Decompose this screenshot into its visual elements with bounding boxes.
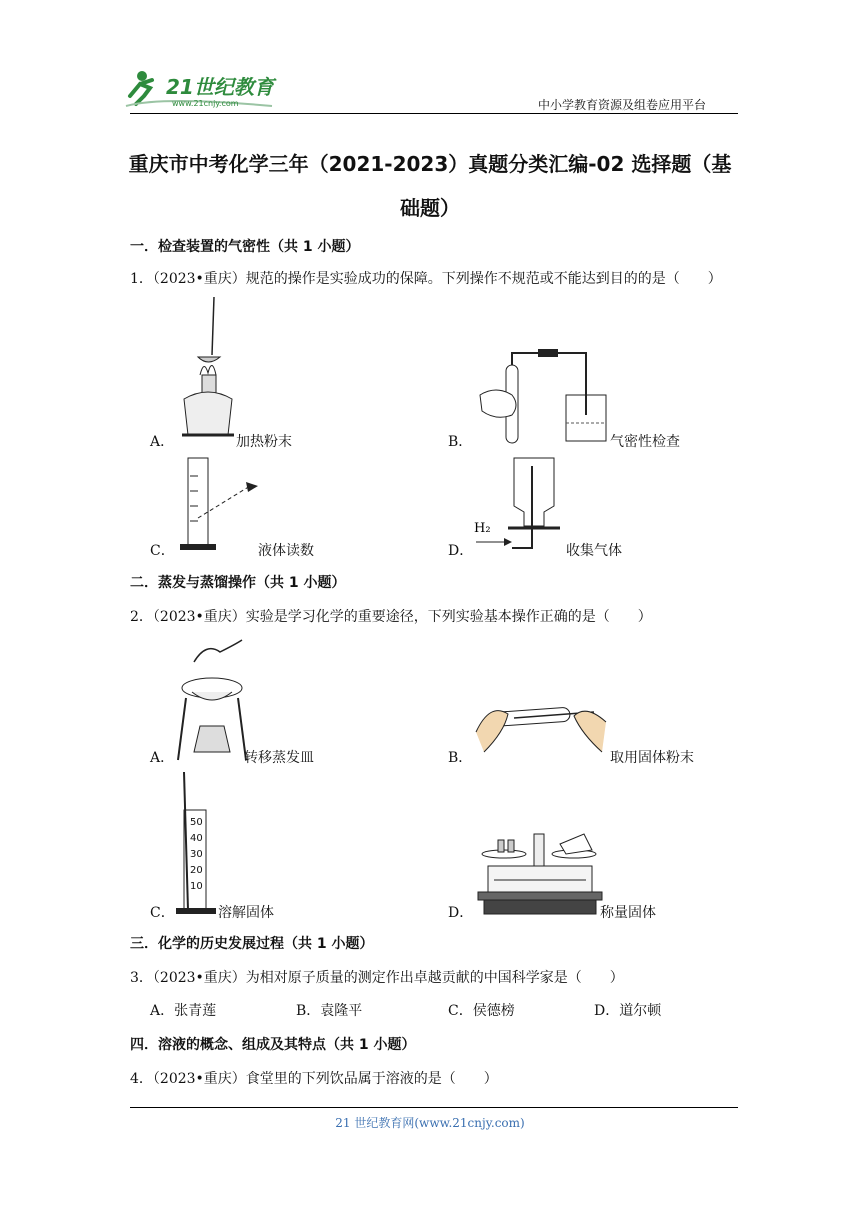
footer-divider — [130, 1107, 738, 1108]
question-1: 1．（2023•重庆）规范的操作是实验成功的保障。下列操作不规范或不能达到目的的是（ ） — [130, 271, 722, 287]
q3-choice-b: B．袁隆平 — [296, 1003, 363, 1019]
page-title-line1: 重庆市中考化学三年（2021-2023）真题分类汇编-02 选择题（基 — [128, 152, 732, 176]
scale-50: 50 — [190, 817, 203, 828]
header-divider — [130, 113, 738, 114]
q2-option-b-caption: 取用固体粉末 — [610, 750, 694, 766]
figure-airtightness-check — [476, 345, 616, 449]
question-4: 4．（2023•重庆）食堂里的下列饮品属于溶液的是（ ） — [130, 1071, 498, 1087]
section-heading-1: 一．检查装置的气密性（共 1 小题） — [130, 239, 360, 255]
scale-10: 10 — [190, 881, 203, 892]
section-heading-2: 二．蒸发与蒸馏操作（共 1 小题） — [130, 575, 346, 591]
q1-option-a-letter: A． — [150, 434, 175, 450]
section-heading-3: 三．化学的历史发展过程（共 1 小题） — [130, 936, 374, 952]
q2-option-c-caption: 溶解固体 — [218, 905, 274, 921]
q2-option-b-letter: B． — [448, 750, 473, 766]
q3-choice-c: C．侯德榜 — [448, 1003, 515, 1019]
q1-option-d-letter: D． — [448, 543, 474, 559]
site-logo — [122, 66, 297, 110]
q1-option-b-letter: B． — [448, 434, 473, 450]
platform-name: 中小学教育资源及组卷应用平台 — [538, 98, 707, 112]
q2-option-d-letter: D． — [448, 905, 474, 921]
figure-solid-powder — [474, 692, 614, 766]
q3-choice-a: A．张青莲 — [150, 1003, 217, 1019]
q2-option-a-letter: A． — [150, 750, 175, 766]
figure-balance — [476, 826, 604, 924]
runner-logo-icon — [122, 66, 297, 110]
q2-option-d-caption: 称量固体 — [600, 905, 656, 921]
question-3: 3．（2023•重庆）为相对原子质量的测定作出卓越贡献的中国科学家是（ ） — [130, 970, 624, 986]
logo-url: www.21cnjy.com — [172, 99, 239, 108]
q1-option-a-caption: 加热粉末 — [236, 434, 292, 450]
logo-text: 21世纪教育 — [166, 75, 274, 99]
footer-link[interactable]: 21 世纪教育网(www.21cnjy.com) — [335, 1116, 525, 1130]
figure-liquid-reading — [176, 456, 266, 556]
q3-choice-d: D．道尔顿 — [594, 1003, 662, 1019]
q1-option-b-caption: 气密性检查 — [610, 434, 680, 450]
q1-option-c-letter: C． — [150, 543, 175, 559]
q1-option-c-caption: 液体读数 — [258, 543, 314, 559]
q2-option-c-letter: C． — [150, 905, 175, 921]
figure-heating-powder — [178, 295, 238, 449]
scale-30: 30 — [190, 849, 203, 860]
page-title-line2: 础题） — [400, 196, 460, 220]
q2-option-a-caption: 转移蒸发皿 — [244, 750, 314, 766]
q1-option-d-caption: 收集气体 — [566, 543, 622, 559]
section-heading-4: 四．溶液的概念、组成及其特点（共 1 小题） — [130, 1037, 416, 1053]
cylinder-scale — [190, 815, 203, 895]
h2-label: H₂ — [474, 521, 491, 536]
question-2: 2．（2023•重庆）实验是学习化学的重要途径，下列实验基本操作正确的是（ ） — [130, 609, 652, 625]
scale-20: 20 — [190, 865, 203, 876]
scale-40: 40 — [190, 833, 203, 844]
